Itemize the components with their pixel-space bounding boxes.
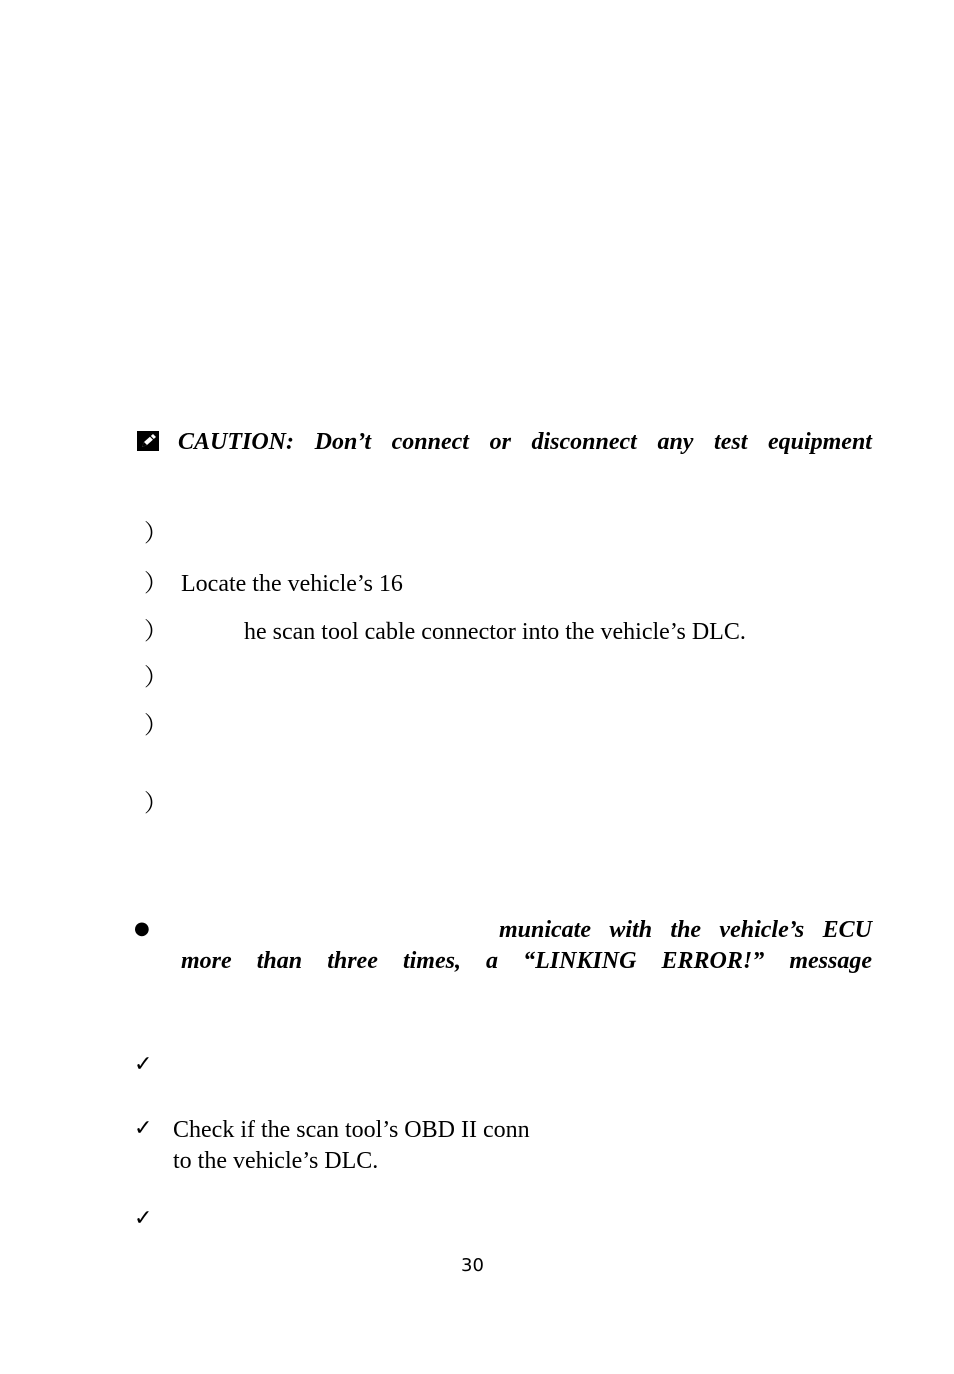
step-marker: ） — [144, 665, 168, 691]
caution-word: disconnect — [531, 429, 637, 455]
note-line-1 — [499, 916, 872, 944]
note-word: ECU — [822, 917, 872, 943]
checklist-text: to the vehicle’s DLC. — [173, 1148, 379, 1174]
note-bullet: ● — [134, 918, 150, 939]
note-word: the — [670, 917, 702, 943]
step-text: he scan tool cable connector into the vehicle’s DLC. — [244, 619, 746, 645]
check-mark-icon: ✓ — [134, 1206, 153, 1231]
note-word: municate — [499, 917, 592, 943]
step-text: Locate the vehicle’s 16 — [181, 571, 403, 597]
check-mark-icon: ✓ — [134, 1116, 153, 1141]
step-marker: ） — [144, 713, 168, 739]
page-number: 30 — [461, 1255, 484, 1276]
caution-word: any — [657, 429, 694, 455]
caution-word: or — [489, 429, 511, 455]
caution-word: equipment — [767, 429, 872, 455]
note-word: than — [256, 948, 303, 974]
note-word: with — [609, 917, 653, 943]
note-word: three — [327, 948, 378, 974]
note-word: vehicle’s — [719, 917, 805, 943]
caution-text — [178, 428, 872, 456]
caution-word: test — [714, 429, 748, 455]
note-word: ERROR!” — [661, 948, 765, 974]
step-marker: ） — [144, 791, 168, 817]
note-word: times, — [402, 948, 461, 974]
caution-word: Don’t — [314, 429, 372, 455]
caution-word: CAUTION: — [178, 429, 295, 455]
note-word: a — [486, 948, 499, 974]
note-word: more — [181, 948, 232, 974]
step-marker: ） — [144, 521, 168, 547]
note-word: “LINKING — [523, 948, 637, 974]
step-marker: ） — [144, 571, 168, 597]
note-pencil-icon — [136, 430, 160, 452]
step-marker: ） — [144, 619, 168, 645]
check-mark-icon: ✓ — [134, 1052, 153, 1077]
checklist-text: Check if the scan tool’s OBD II conn — [173, 1117, 530, 1143]
caution-word: connect — [391, 429, 469, 455]
note-word: message — [789, 948, 872, 974]
note-line-2 — [181, 947, 872, 975]
